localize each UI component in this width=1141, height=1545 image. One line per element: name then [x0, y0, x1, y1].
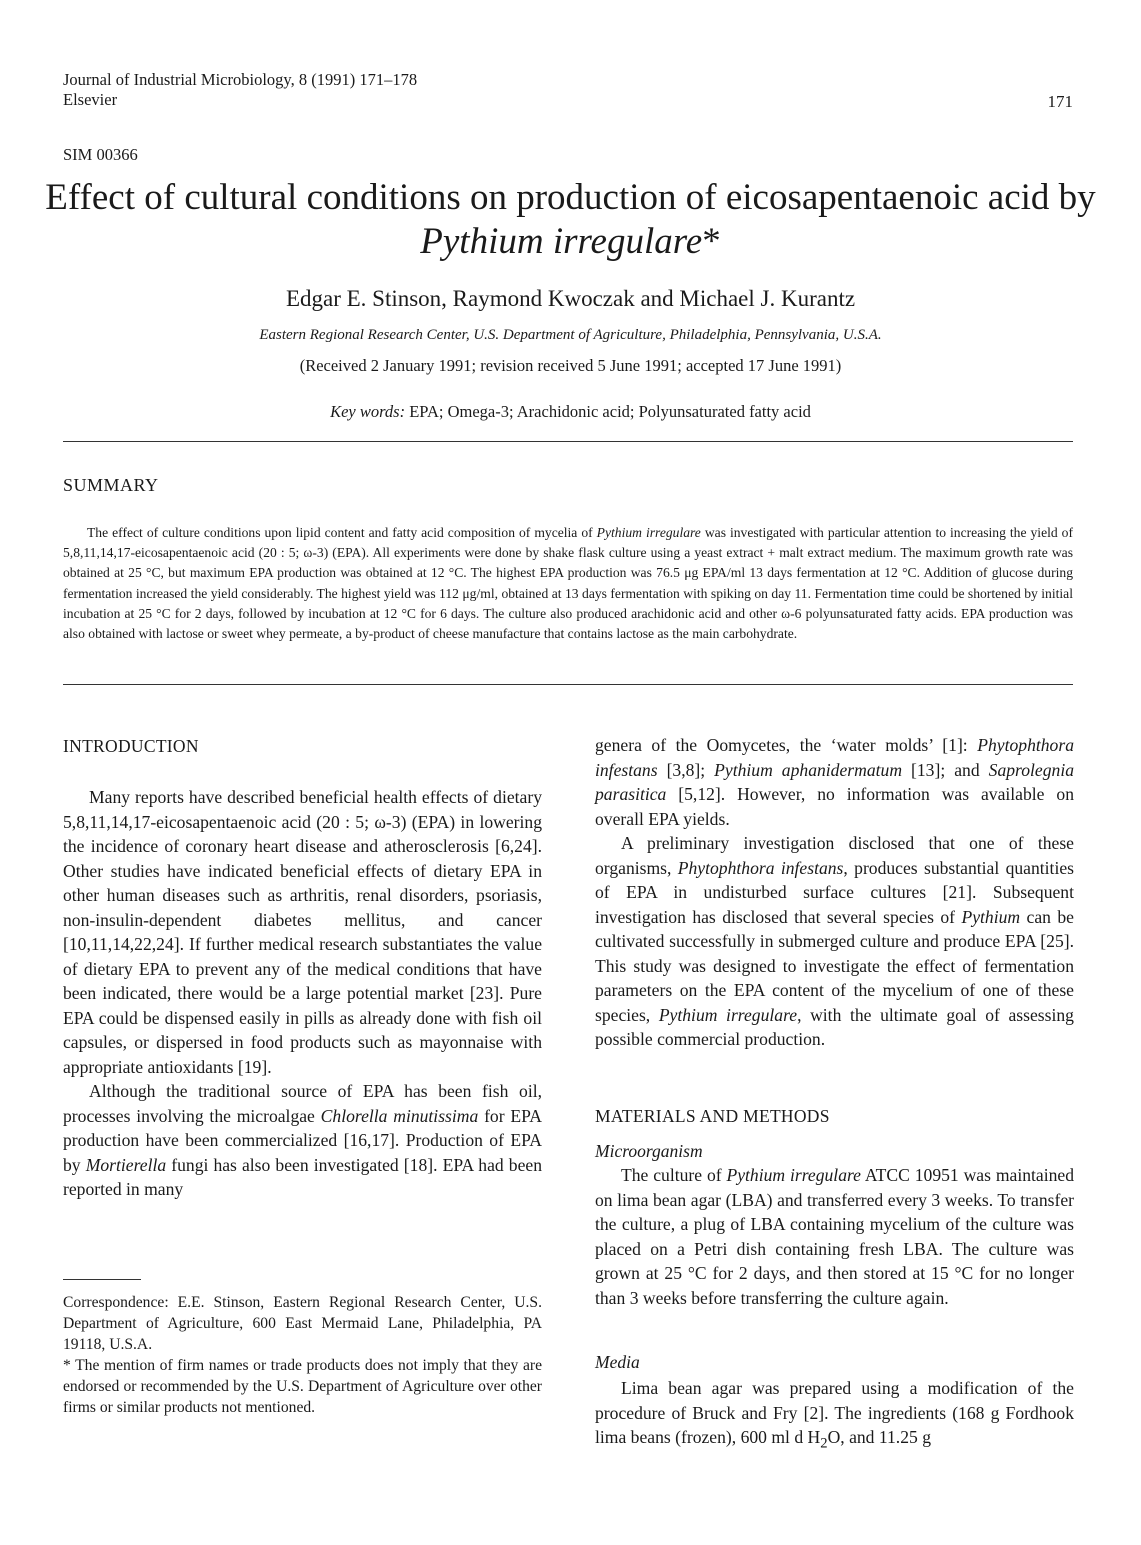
summary-text: The effect of culture conditions upon lipid content and fatty acid composition of mycelia of Pythium irregulare was investigated with particular attention to increasing the yield of 5,8,11,14,17-eicosapentaenoic acid (20 : 5; ω-3) (EPA). All experiments were done by shake flask culture using a yeast extract + malt extract medium. The maximum growth rate was obtained at 25 °C, but maximum EPA production was obtained at 12 °C. The highest EPA production was 76.5 μg EPA/ml 13 days fermentation at 12 °C. Addition of glucose during fermentation increased the yield considerably. The highest yield was 112 μg/ml, obtained at 13 days fermentation with spiking on day 11. Fermentation time could be shortened by initial incubation at 25 °C for 2 days, followed by incubation at 12 °C for 6 days. The culture also produced arachidonic acid and other ω-6 polyunsaturated fatty acids. EPA production was also obtained with lactose or sweet whey permeate, a by-product of cheese manufacture that contains lactose as the main carbohydrate.: [63, 525, 1073, 642]
title-footnote-mark: *: [702, 221, 721, 262]
methods-heading: MATERIALS AND METHODS: [595, 1106, 830, 1126]
keywords-list: EPA; Omega-3; Arachidonic acid; Polyunsaturated fatty acid: [405, 402, 811, 421]
journal-citation: [63, 70, 417, 110]
right-column-intro: [595, 733, 1074, 1052]
sim-id: SIM 00366: [63, 145, 138, 164]
journal-name: Journal of Industrial Microbiology, 8 (1991) 171–178: [63, 70, 418, 89]
microorganism-paragraph: The culture of Pythium irregulare ATCC 10951 was maintained on lima bean agar (LBA) and transferred every 3 weeks. To transfer the culture, a plug of LBA containing mycelium of the culture was placed on a Petri dish containing fresh LBA. The culture was grown at 25 °C for 2 days, and then stored at 15 °C for no longer than 3 weeks before transferring the culture again.: [595, 1165, 1074, 1308]
media-paragraph: Lima bean agar was prepared using a modification of the procedure of Bruck and Fry [2]. The ingredients (168 g Fordhook lima beans (frozen), 600 ml d $H_2O$, and 11.25 g: [595, 1378, 1074, 1452]
footnotes: [63, 1292, 542, 1418]
keywords: [0, 402, 1141, 422]
media-heading: Media: [595, 1352, 640, 1372]
summary-heading: SUMMARY: [63, 475, 159, 495]
article-title: [40, 176, 1101, 264]
intro-paragraph-1: Many reports have described beneficial health effects of dietary 5,8,11,14,17-eicosapentaenoic acid (20 : 5; ω-3) (EPA) in lowering the incidence of coronary heart disease and atherosclerosis [6,24]. Other studies have indicated beneficial effects of dietary EPA in other human diseases such as arthritis, renal disorders, psoriasis, non-insulin-dependent diabetes mellitus, and cancer [10,11,14,22,24]. If further medical research substantiates the value of dietary EPA to prevent any of the medical conditions that have been indicated, there would be a large potential market [23]. Pure EPA could be dispensed easily in pills as already done with fish oil capsules, or dispersed in food products such as mayonnaise with appropriate antioxidants [19].: [63, 787, 542, 1077]
publisher: Elsevier: [63, 90, 118, 109]
intro-paragraph-3: genera of the Oomycetes, the ‘water molds’ [1]: Phytophthora infestans [3,8]; Pythium aphanidermatum [13]; and Saprolegnia parasitica [5,12]. However, no information was available on overall EPA yields.: [595, 735, 1074, 829]
intro-paragraph-2: Although the traditional source of EPA has been fish oil, processes involving the microalgae Chlorella minutissima for EPA production have been commercialized [16,17]. Production of EPA by Mortierella fungi has also been investigated [18]. EPA had been reported in many: [63, 1081, 543, 1199]
affiliation: Eastern Regional Research Center, U.S. Department of Agriculture, Philadelphia, Pennsylvania, U.S.A.: [259, 327, 882, 343]
left-column: [63, 785, 542, 1202]
microorganism-section: [595, 1163, 1074, 1310]
media-section: [595, 1376, 1074, 1456]
intro-paragraph-4: A preliminary investigation disclosed that one of these organisms, Phytophthora infestans, produces substantial quantities of EPA in undisturbed surface cultures [21]. Subsequent investigation has disclosed that several species of Pythium can be cultivated successfully in submerged culture and produce EPA [25]. This study was designed to investigate the effect of fermentation parameters on the EPA content of the mycelium of one of these species, Pythium irregulare, with the ultimate goal of assessing possible commercial production.: [595, 833, 1074, 1049]
title-text: Effect of cultural conditions on production of eicosapentaenoic acid by: [45, 177, 1096, 218]
keywords-label: Key words:: [330, 402, 406, 421]
disclaimer-note: * The mention of firm names or trade products does not imply that they are endorsed or recommended by the U.S. Department of Agriculture over other firms or similar products not mentioned.: [63, 1357, 542, 1416]
correspondence-note: Correspondence: E.E. Stinson, Eastern Regional Research Center, U.S. Department of Agriculture, 600 East Mermaid Lane, Philadelphia, PA 19118, U.S.A.: [63, 1294, 542, 1353]
title-organism: Pythium irregulare: [420, 221, 703, 262]
footnote-divider: [63, 1279, 141, 1280]
introduction-heading: INTRODUCTION: [63, 736, 199, 756]
authors: Edgar E. Stinson, Raymond Kwoczak and Michael J. Kurantz: [285, 286, 856, 311]
summary-organism: Pythium irregulare: [596, 525, 701, 540]
divider-bottom: [63, 684, 1073, 685]
page-number: 171: [1047, 92, 1073, 111]
divider-top: [63, 441, 1073, 442]
microorganism-heading: Microorganism: [595, 1141, 703, 1161]
received-dates: (Received 2 January 1991; revision received 5 June 1991; accepted 17 June 1991): [299, 356, 842, 375]
